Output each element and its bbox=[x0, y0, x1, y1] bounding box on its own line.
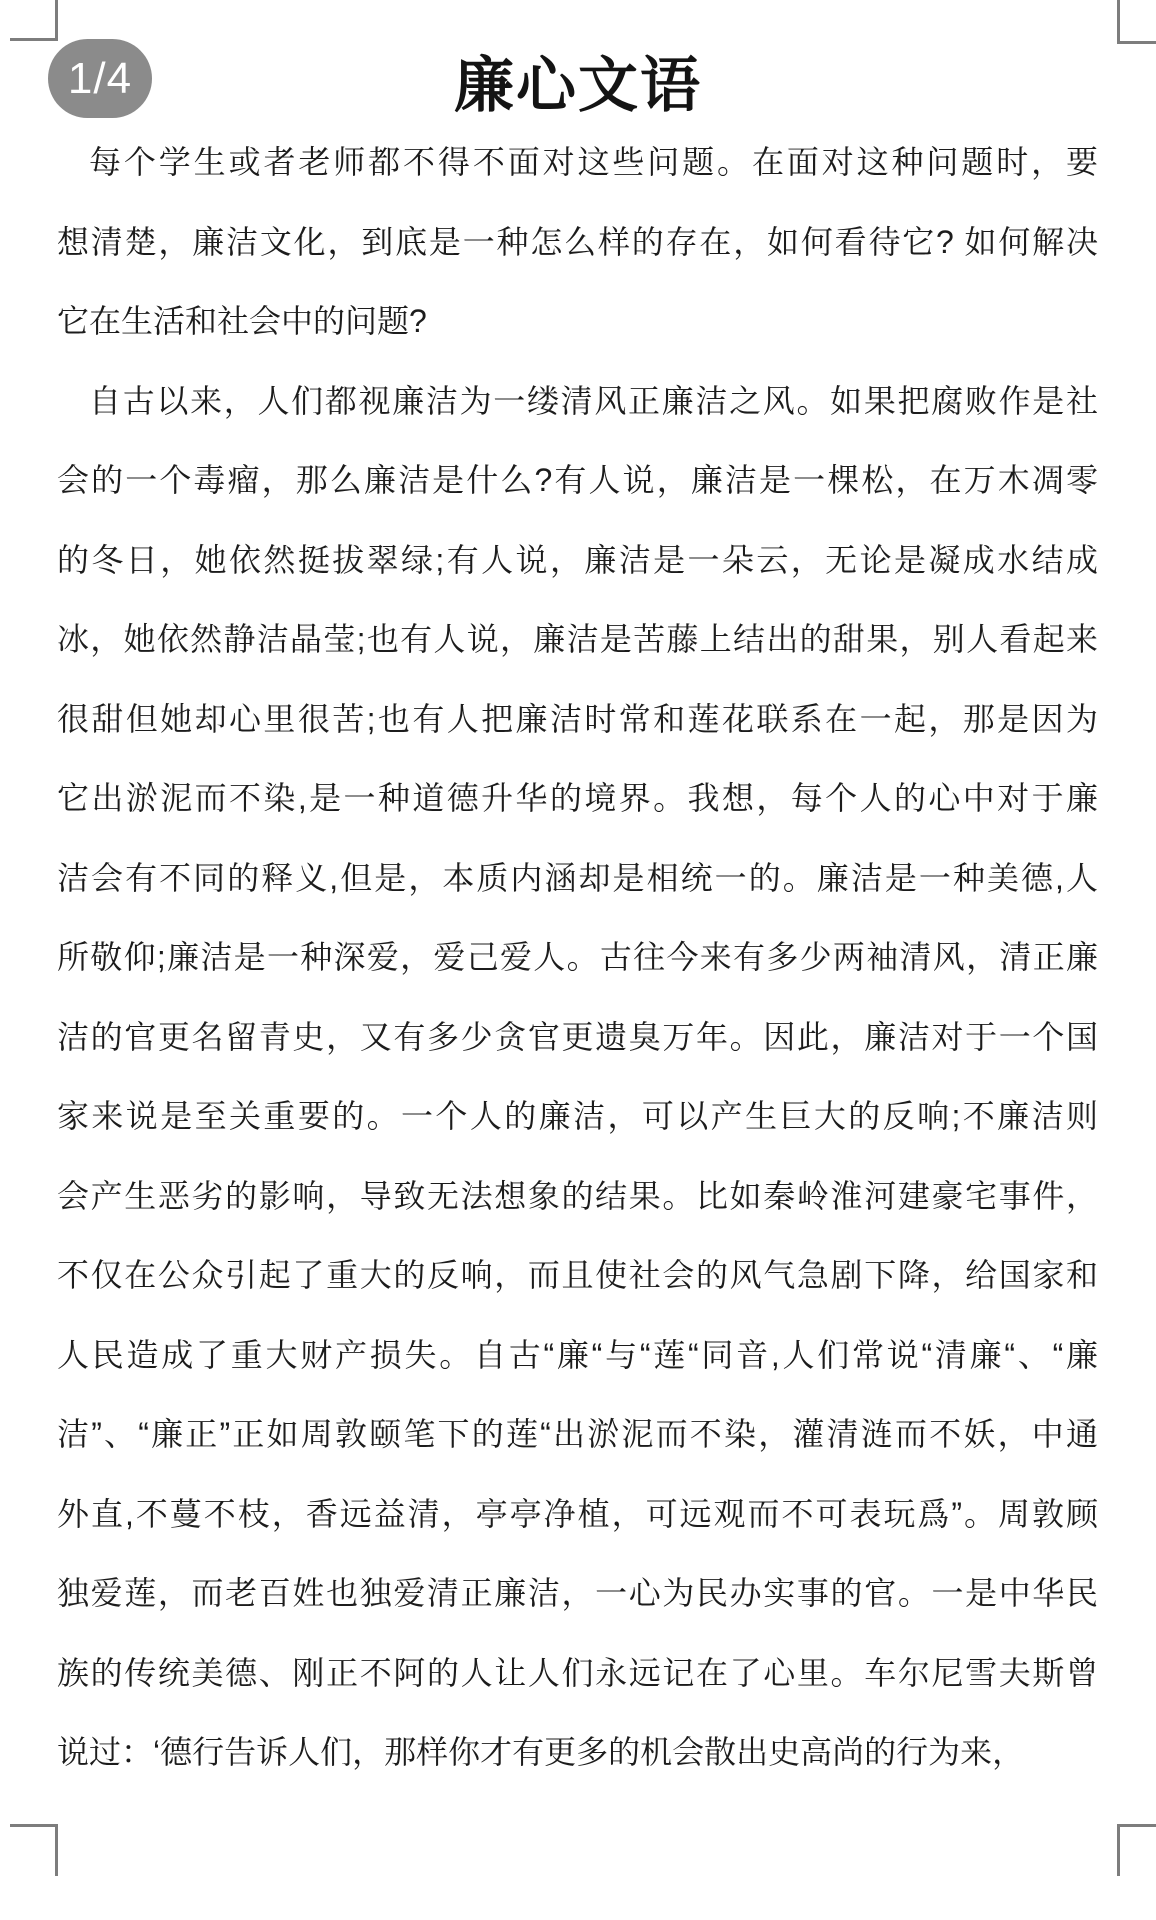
text-line: 外直,不蔓不枝，香远益清，亭亭净植，可远观而不可表玩爲”。周敦顾 bbox=[57, 1495, 1098, 1532]
scan-corner-bottom-left-mark bbox=[10, 1824, 58, 1876]
text-line: 所敬仰;廉洁是一种深爱，爱己爱人。古往今来有多少两袖清风，清正廉 bbox=[57, 939, 1098, 975]
scan-corner-top-right-mark bbox=[1117, 0, 1156, 44]
text-line: 说过：‘德行告诉人们，那样你才有更多的机会散出史高尚的行为来， bbox=[57, 1734, 1025, 1770]
text-line: 它在生活和社会中的问题? bbox=[57, 303, 427, 339]
text-line: 洁会有不同的释义,但是，本质内涵却是相统一的。廉洁是一种美德,人 bbox=[57, 859, 1098, 896]
text-line: 自古以来，人们都视廉洁为一缕清风正廉洁之风。如果把腐败作是社 bbox=[89, 382, 1098, 419]
text-line: 冰，她依然静洁晶莹;也有人说，廉洁是苦藤上结出的甜果，别人看起来 bbox=[57, 621, 1098, 657]
text-line: 人民造成了重大财产损失。自古“廉“与“莲“同音,人们常说“清廉“、“廉 bbox=[57, 1336, 1098, 1373]
text-line: 会的一个毒瘤，那么廉洁是什么?有人说，廉洁是一棵松，在万木凋零 bbox=[57, 462, 1098, 498]
text-line: 每个学生或者老师都不得不面对这些问题。在面对这种问题时，要 bbox=[89, 144, 1098, 180]
scan-corner-bottom-right-mark bbox=[1117, 1824, 1156, 1876]
text-line: 族的传统美德、刚正不阿的人让人们永远记在了心里。车尔尼雪夫斯曾 bbox=[57, 1654, 1098, 1691]
text-line: 家来说是至关重要的。一个人的廉洁，可以产生巨大的反响;不廉洁则 bbox=[57, 1098, 1098, 1134]
text-line: 的冬日，她依然挺拔翠绿;有人说，廉洁是一朵云，无论是凝成水结成 bbox=[57, 541, 1098, 578]
text-line: 独爱莲，而老百姓也独爱清正廉洁，一心为民办实事的官。一是中华民 bbox=[57, 1575, 1098, 1611]
text-line: 不仅在公众引起了重大的反响，而且使社会的风气急剧下降，给国家和 bbox=[57, 1257, 1098, 1293]
text-line: 会产生恶劣的影响，导致无法想象的结果。比如秦岭淮河建豪宅事件， bbox=[57, 1177, 1098, 1214]
document-body bbox=[57, 123, 1098, 1793]
document-title: 廉心文语 bbox=[454, 52, 702, 119]
text-line: 很甜但她却心里很苦;也有人把廉洁时常和莲花联系在一起，那是因为 bbox=[57, 700, 1098, 737]
text-line: 它出淤泥而不染,是一种道德升华的境界。我想，每个人的心中对于廉 bbox=[57, 780, 1098, 816]
text-line: 洁”、“廉正”正如周敦颐笔下的莲“出淤泥而不染，灌清涟而不妖，中通 bbox=[57, 1416, 1098, 1452]
text-line: 想清楚，廉洁文化，到底是一种怎么样的存在，如何看待它? 如何解决 bbox=[57, 223, 1098, 260]
text-line: 洁的官更名留青史，又有多少贪官更遗臭万年。因此，廉洁对于一个国 bbox=[57, 1018, 1098, 1055]
page-number-badge: 1/4 bbox=[48, 39, 152, 118]
scan-corner-top-left-mark bbox=[10, 0, 58, 41]
